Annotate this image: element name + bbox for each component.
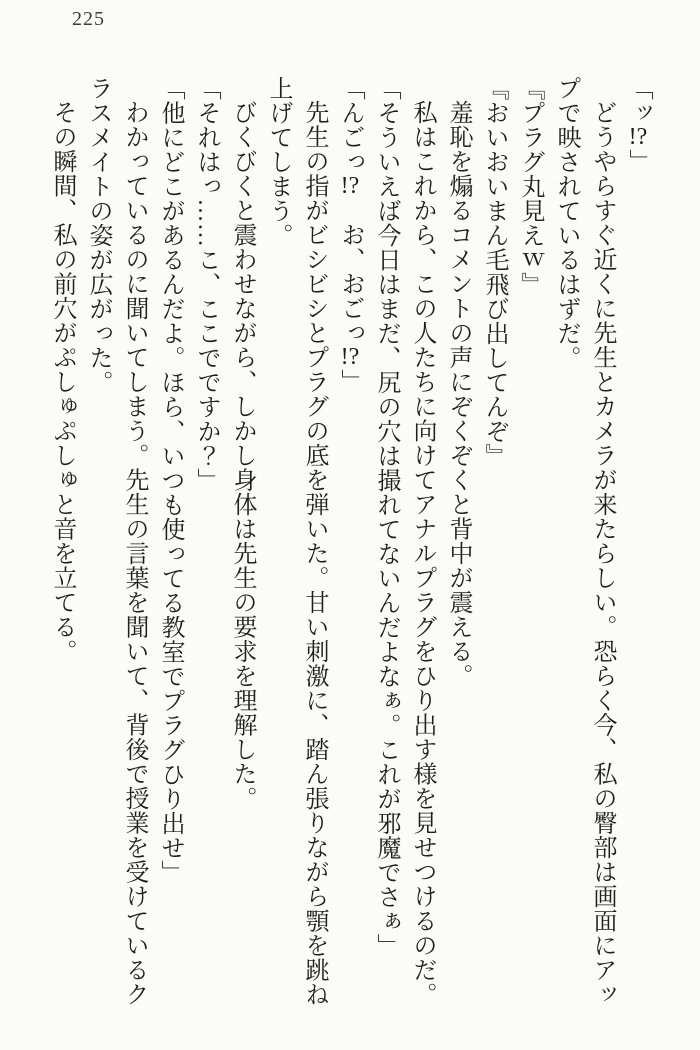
exclamation-question-mark: !? xyxy=(340,174,360,198)
text-column: 羞恥を煽るコメントの声にぞくぞくと背中が震える。 xyxy=(445,100,471,688)
page-number: 225 xyxy=(72,8,105,30)
text-column: 『プラグ丸見えｗ』 xyxy=(517,76,543,297)
text-column: 「ッ!?」 xyxy=(625,76,651,174)
text-column: 上げてしまう。 xyxy=(265,76,291,248)
text-column: 「それはっ……こ、ここでですか？」 xyxy=(193,76,219,493)
text-column: その瞬間、私の前穴がぷしゅぷしゅと音を立てる。 xyxy=(49,100,75,664)
text-column: プで映されているはずだ。 xyxy=(553,76,579,370)
text-column: 先生の指がビシビシとプラグの底を弾いた。甘い刺激に、踏ん張りながら顎を跳ね xyxy=(301,100,327,1007)
text-columns xyxy=(44,76,656,1026)
text-column: ラスメイトの姿が広がった。 xyxy=(85,76,111,395)
text-column: 「そういえば今日はまだ、尻の穴は撮れてないんだよなぁ。これが邪魔でさぁ」 xyxy=(373,76,399,958)
exclamation-question-mark: !? xyxy=(628,125,648,149)
exclamation-question-mark: !? xyxy=(340,345,360,369)
text-column: わかっているのに聞いてしまう。先生の言葉を聞いて、背後で授業を受けているク xyxy=(121,100,147,1007)
text-column: どうやらすぐ近くに先生とカメラが来たらしい。恐らく今、私の臀部は画面にアッ xyxy=(589,100,615,1007)
text-column: 「他にどこがあるんだよ。ほら、いつも使ってる教室でプラグひり出せ」 xyxy=(157,76,183,885)
text-column: 「んごっ!? お、おごっ!?」 xyxy=(337,76,363,394)
text-column: 『おいおいまん毛飛び出してんぞ』 xyxy=(481,76,507,468)
text-column: 私はこれから、この人たちに向けてアナルプラグをひり出す様を見せつけるのだ。 xyxy=(409,100,435,1007)
text-column: びくびくと震わせながら、しかし身体は先生の要求を理解した。 xyxy=(229,100,255,811)
